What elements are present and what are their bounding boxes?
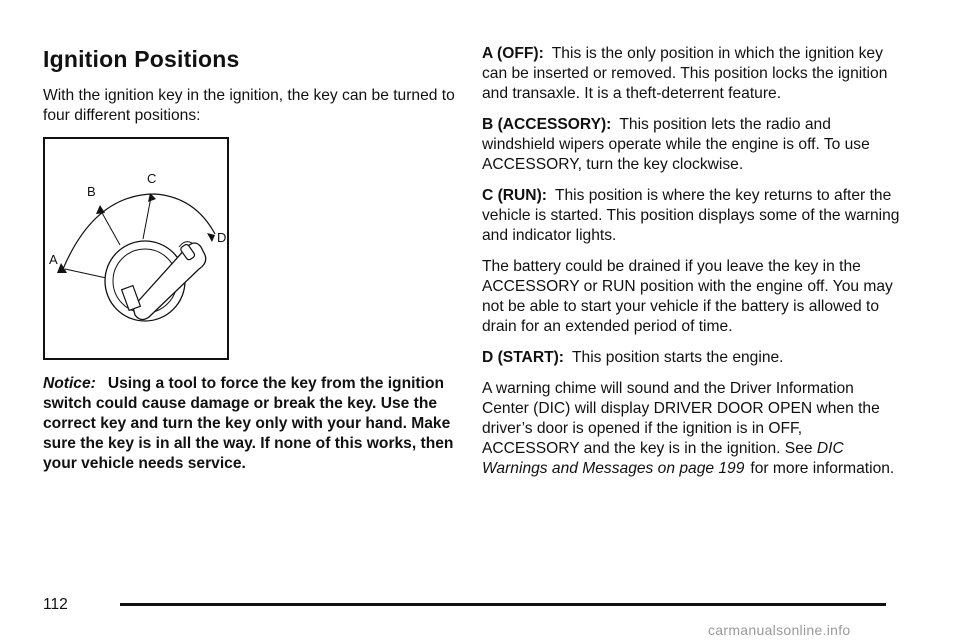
footer-rule xyxy=(120,603,886,606)
position-c xyxy=(482,186,902,246)
ignition-diagram xyxy=(43,137,229,360)
position-term: A (OFF): xyxy=(482,45,544,62)
left-column xyxy=(43,44,458,474)
position-text: This position starts the engine. xyxy=(572,349,784,366)
position-d xyxy=(482,348,902,368)
notice-label: Notice: xyxy=(43,375,96,392)
position-text: This position is where the key returns to after the vehicle is started. This position displays some of the warning and indicator lights. xyxy=(482,187,900,244)
battery-paragraph: The battery could be drained if you leave the key in the ACCESSORY or RUN position with the engine off. You may not be able to start your vehicle if the battery is allowed to drain for an extended period of time. xyxy=(482,258,893,335)
position-a xyxy=(482,44,902,104)
notice-paragraph xyxy=(43,374,458,474)
position-text: This position lets the radio and windshield wipers operate while the engine is off. To use ACCESSORY, turn the key clockwise. xyxy=(482,116,870,173)
cross-reference-link[interactable]: DIC Warnings and Messages on page 199 xyxy=(482,440,844,477)
right-column xyxy=(482,44,902,490)
ignition-switch-illustration xyxy=(45,139,227,358)
label-d: D xyxy=(217,230,227,245)
label-c: C xyxy=(147,171,157,186)
page-number: 112 xyxy=(43,596,68,613)
position-term: B (ACCESSORY): xyxy=(482,116,612,133)
chime-paragraph xyxy=(482,379,902,479)
position-text: This is the only position in which the ignition key can be inserted or removed. This position locks the ignition and transaxle. It is a theft-deterrent feature. xyxy=(482,45,888,102)
intro-paragraph: With the ignition key in the ignition, the key can be turned to four different positions: xyxy=(43,87,455,124)
position-term: C (RUN): xyxy=(482,187,547,204)
chime-text: A warning chime will sound and the Driver Information Center (DIC) will display DRIVER DOOR OPEN when the driver’s door is opened if the ignition is in OFF, ACCESSORY and the key is in the ignition. See xyxy=(482,380,880,457)
position-b xyxy=(482,115,902,175)
label-a: A xyxy=(49,252,58,267)
page-title: Ignition Positions xyxy=(43,46,240,72)
watermark: carmanualsonline.info xyxy=(708,622,851,638)
label-b: B xyxy=(87,184,96,199)
position-term: D (START): xyxy=(482,349,564,366)
notice-text: Using a tool to force the key from the ignition switch could cause damage or break the key. Use the correct key and turn the key only with your hand. Make sure the key is in all the way. If none of this works, then your vehicle needs service. xyxy=(43,375,454,472)
chime-tail: for more information. xyxy=(750,460,895,477)
